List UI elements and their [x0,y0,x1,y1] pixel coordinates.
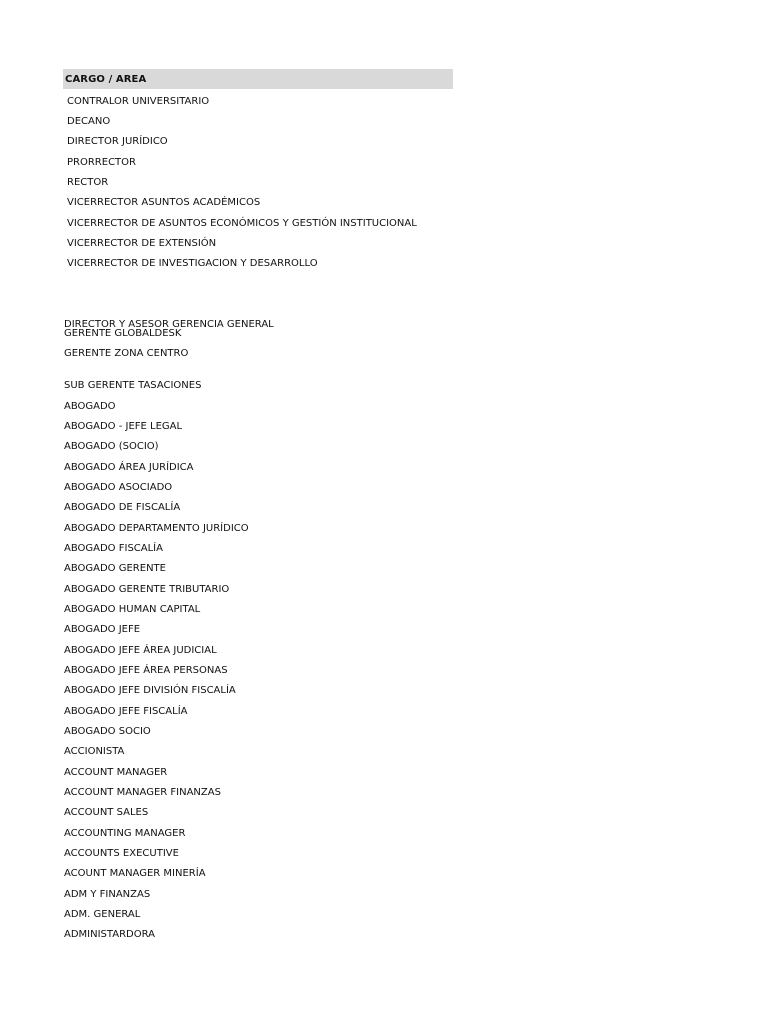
list-item: ACCIONISTA [64,746,125,757]
list-item: ACCOUNT SALES [64,807,149,818]
list-item: DIRECTOR JURÍDICO [67,136,168,147]
list-item: ACCOUNT MANAGER [64,767,168,778]
list-item: ABOGADO (SOCIO) [64,441,159,452]
list-item: SUB GERENTE TASACIONES [64,380,202,391]
list-item: PRORRECTOR [67,157,136,168]
list-item: ABOGADO JEFE DIVISIÓN FISCALÍA [64,685,236,696]
list-item: ACCOUNTING MANAGER [64,828,186,839]
list-item: ABOGADO - JEFE LEGAL [64,421,183,432]
list-item: RECTOR [67,177,109,188]
list-item: ADM. GENERAL [64,909,141,920]
list-item: ABOGADO JEFE [64,624,141,635]
list-item: ABOGADO JEFE ÁREA JUDICIAL [64,645,217,656]
list-item: ABOGADO JEFE ÁREA PERSONAS [64,665,228,676]
list-item: ABOGADO [64,401,116,412]
list-item: VICERRECTOR DE ASUNTOS ECONÓMICOS Y GESTIÓN INSTITUCIONAL [67,218,417,229]
list-item: ABOGADO DE FISCALÍA [64,502,181,513]
list-item: GERENTE ZONA CENTRO [64,348,189,359]
list-item: ACOUNT MANAGER MINERÍA [64,868,206,879]
list-item: VICERRECTOR DE INVESTIGACION Y DESARROLLO [67,258,318,269]
list-item: ACCOUNTS EXECUTIVE [64,848,179,859]
list-item: ABOGADO GERENTE TRIBUTARIO [64,584,230,595]
column-header [63,69,453,89]
list-item: ABOGADO SOCIO [64,726,151,737]
list-item: ADM Y FINANZAS [64,889,151,900]
column-header-label: CARGO / AREA [65,74,147,85]
list-item: DECANO [67,116,111,127]
list-item: ABOGADO HUMAN CAPITAL [64,604,201,615]
list-item: ABOGADO ASOCIADO [64,482,173,493]
list-item: ABOGADO FISCALÍA [64,543,163,554]
list-item: ABOGADO DEPARTAMENTO JURÍDICO [64,523,249,534]
list-item: GERENTE GLOBALDESK [64,328,182,339]
list-item: ABOGADO GERENTE [64,563,166,574]
list-item: VICERRECTOR DE EXTENSIÓN [67,238,217,249]
list-item: ABOGADO JEFE FISCALÍA [64,706,188,717]
list-item: CONTRALOR UNIVERSITARIO [67,96,210,107]
list-item: VICERRECTOR ASUNTOS ACADÉMICOS [67,197,261,208]
list-item: DIRECTOR Y ASESOR GERENCIA GENERAL [64,319,274,330]
list-item: ABOGADO ÁREA JURÍDICA [64,462,194,473]
list-item: ADMINISTARDORA [64,929,155,940]
list-item: ACCOUNT MANAGER FINANZAS [64,787,221,798]
